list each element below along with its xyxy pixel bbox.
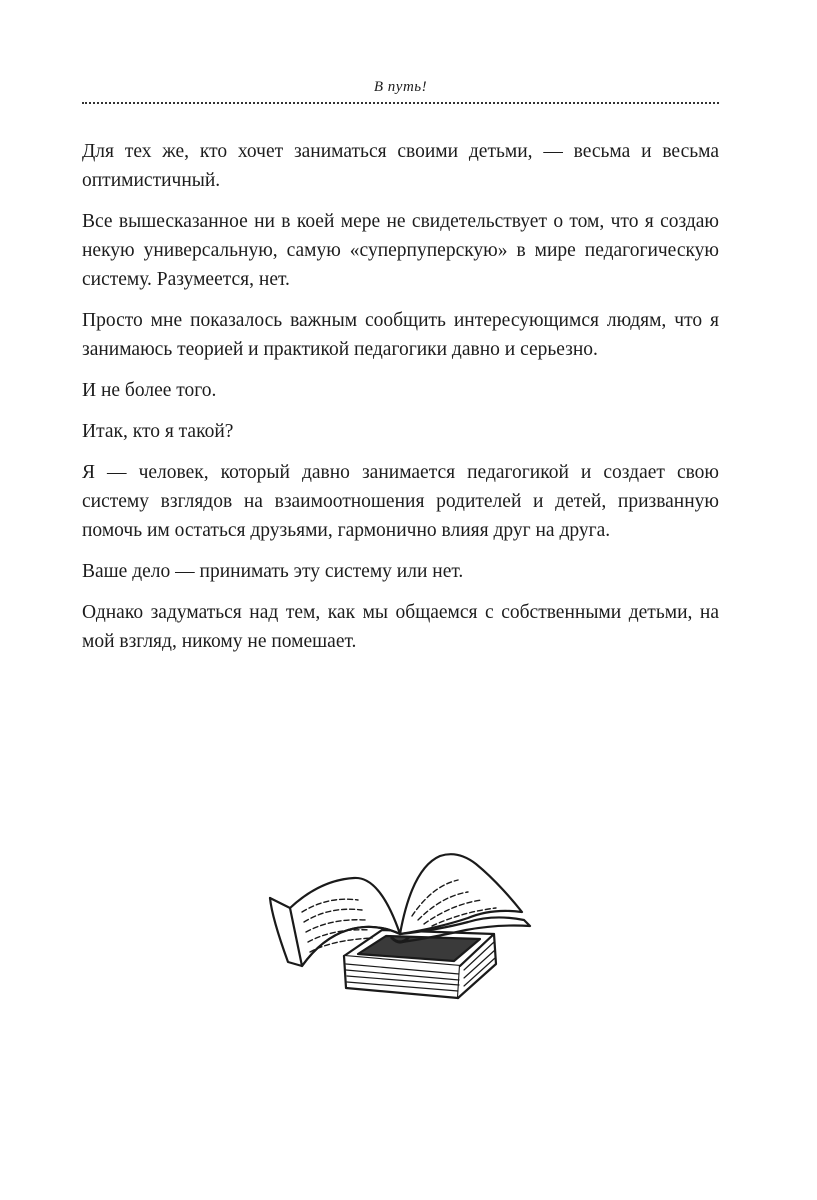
paragraph: И не более того. [82,380,217,401]
paragraph: Я — человек, который давно занимается педагогикой и создает свою систему взглядов на взаимоотношения родителей и детей, призванную помочь им остаться друзьями, гармонично влияя друг на друга. [82,462,719,541]
paragraph: Для тех же, кто хочет заниматься своими детьми, — весьма и весьма оптимистичный. [82,141,719,191]
paragraph: Однако задуматься над тем, как мы общаемся с собственными детьми, на мой взгляд, никому не помешает. [82,602,719,652]
body-text [82,137,719,668]
paragraph: Итак, кто я такой? [82,421,234,442]
paragraph: Ваше дело — принимать эту систему или нет. [82,561,464,582]
paragraph: Просто мне показалось важным сообщить интересующимся людям, что я занимаюсь теорией и практикой педагогики давно и серьезно. [82,310,719,360]
running-head: В путь! [373,79,428,95]
books-icon [262,838,542,1008]
paragraph: Все вышесказанное ни в коей мере не свидетельствует о том, что я создаю некую универсальную, самую «суперпуперскую» в мире педагогическую систему. Разумеется, нет. [82,211,719,290]
header-divider [82,102,719,104]
